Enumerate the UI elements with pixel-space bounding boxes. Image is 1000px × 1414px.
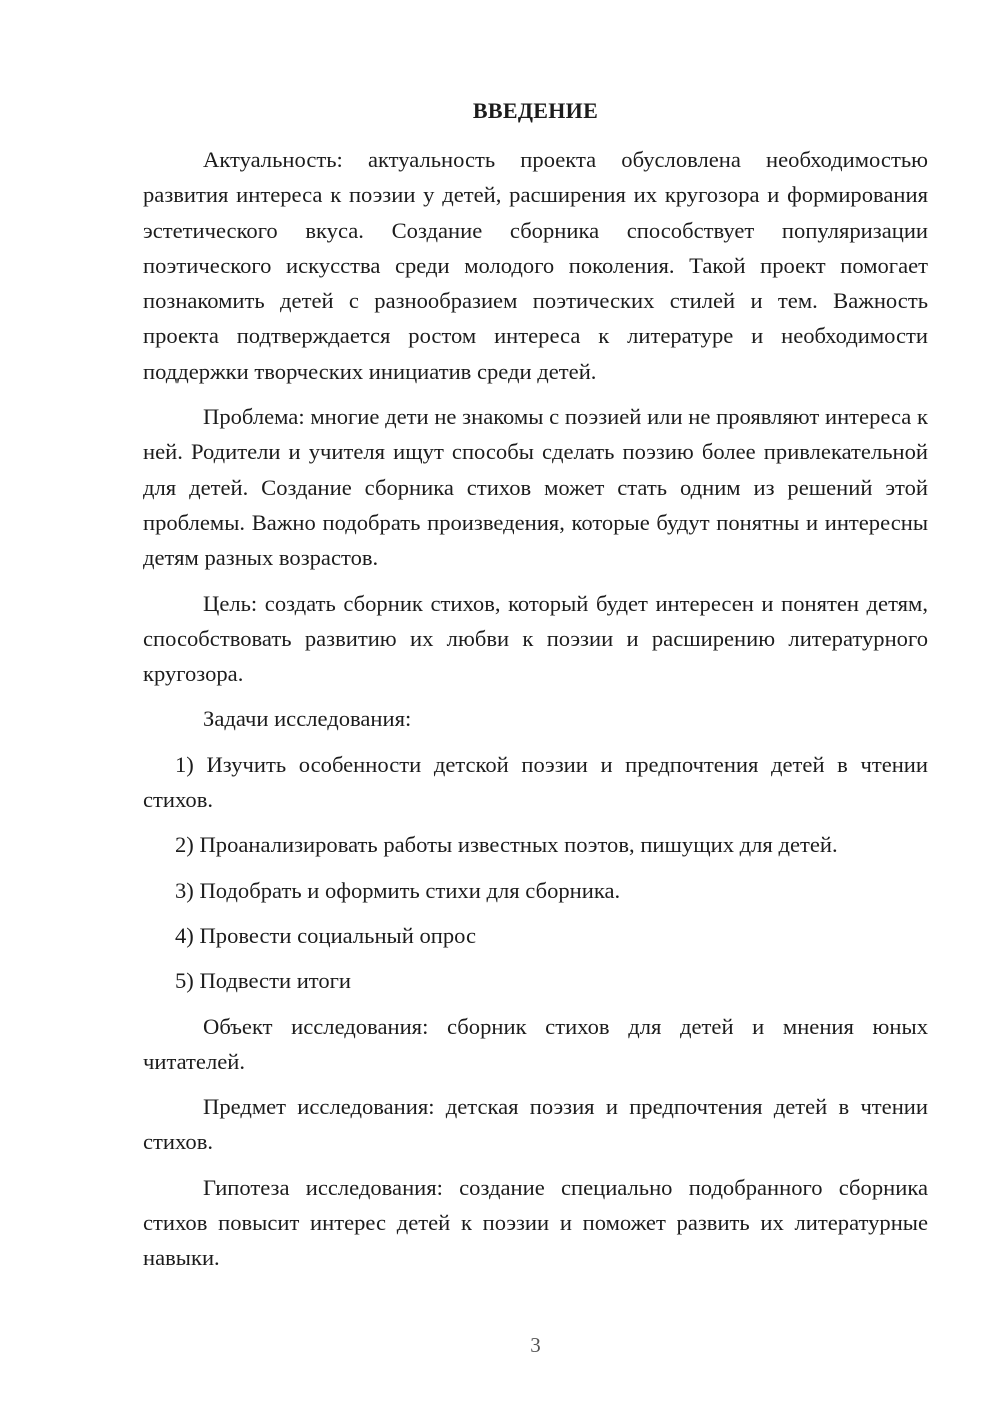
document-page <box>143 0 928 1414</box>
paragraph-tasks-heading: Задачи исследования: <box>203 706 412 732</box>
paragraph-goal: Цель: создать сборник стихов, который будет интересен и понятен детям, способствовать развитию их любви к поэзии и расширению литературного кругозора. <box>143 590 928 687</box>
task-item-2: 2) Проанализировать работы известных поэтов, пишущих для детей. <box>175 832 838 858</box>
task-item-5: 5) Подвести итоги <box>175 968 352 994</box>
paragraph-hypothesis: Гипотеза исследования: создание специально подобранного сборника стихов повысит интерес детей к поэзии и поможет развить их литературные навыки. <box>143 1174 928 1271</box>
paragraph-object: Объект исследования: сборник стихов для детей и мнения юных читателей. <box>143 1013 928 1074</box>
document-body <box>143 142 928 1286</box>
task-item-4: 4) Провести социальный опрос <box>175 922 477 948</box>
paragraph-problem: Проблема: многие дети не знакомы с поэзией или не проявляют интереса к ней. Родители и учителя ищут способы сделать поэзию более привлекательной для детей. Создание сборника стихов может стать одним из решений этой проблемы. Важно подобрать произведения, которые будут понятны и интересны детям разных возрастов. <box>143 404 928 571</box>
page-number: 3 <box>530 1333 541 1357</box>
task-item-3: 3) Подобрать и оформить стихи для сборника. <box>175 877 621 903</box>
section-title: ВВЕДЕНИЕ <box>472 98 599 123</box>
paragraph-relevance: Актуальность: актуальность проекта обусловлена необходимостью развития интереса к поэзии у детей, расширения их кругозора и формирования эстетического вкуса. Создание сборника способствует популяризации поэтического искусства среди молодого поколения. Такой проект помогает познакомить детей с разнообразием поэтических стилей и тем. Важность проекта подтверждается ростом интереса к литературе и необходимости поддержки творческих инициатив среди детей. <box>143 147 928 384</box>
task-item-1: 1) Изучить особенности детской поэзии и предпочтения детей в чтении стихов. <box>143 751 928 813</box>
paragraph-subject: Предмет исследования: детская поэзия и предпочтения детей в чтении стихов. <box>143 1094 928 1155</box>
